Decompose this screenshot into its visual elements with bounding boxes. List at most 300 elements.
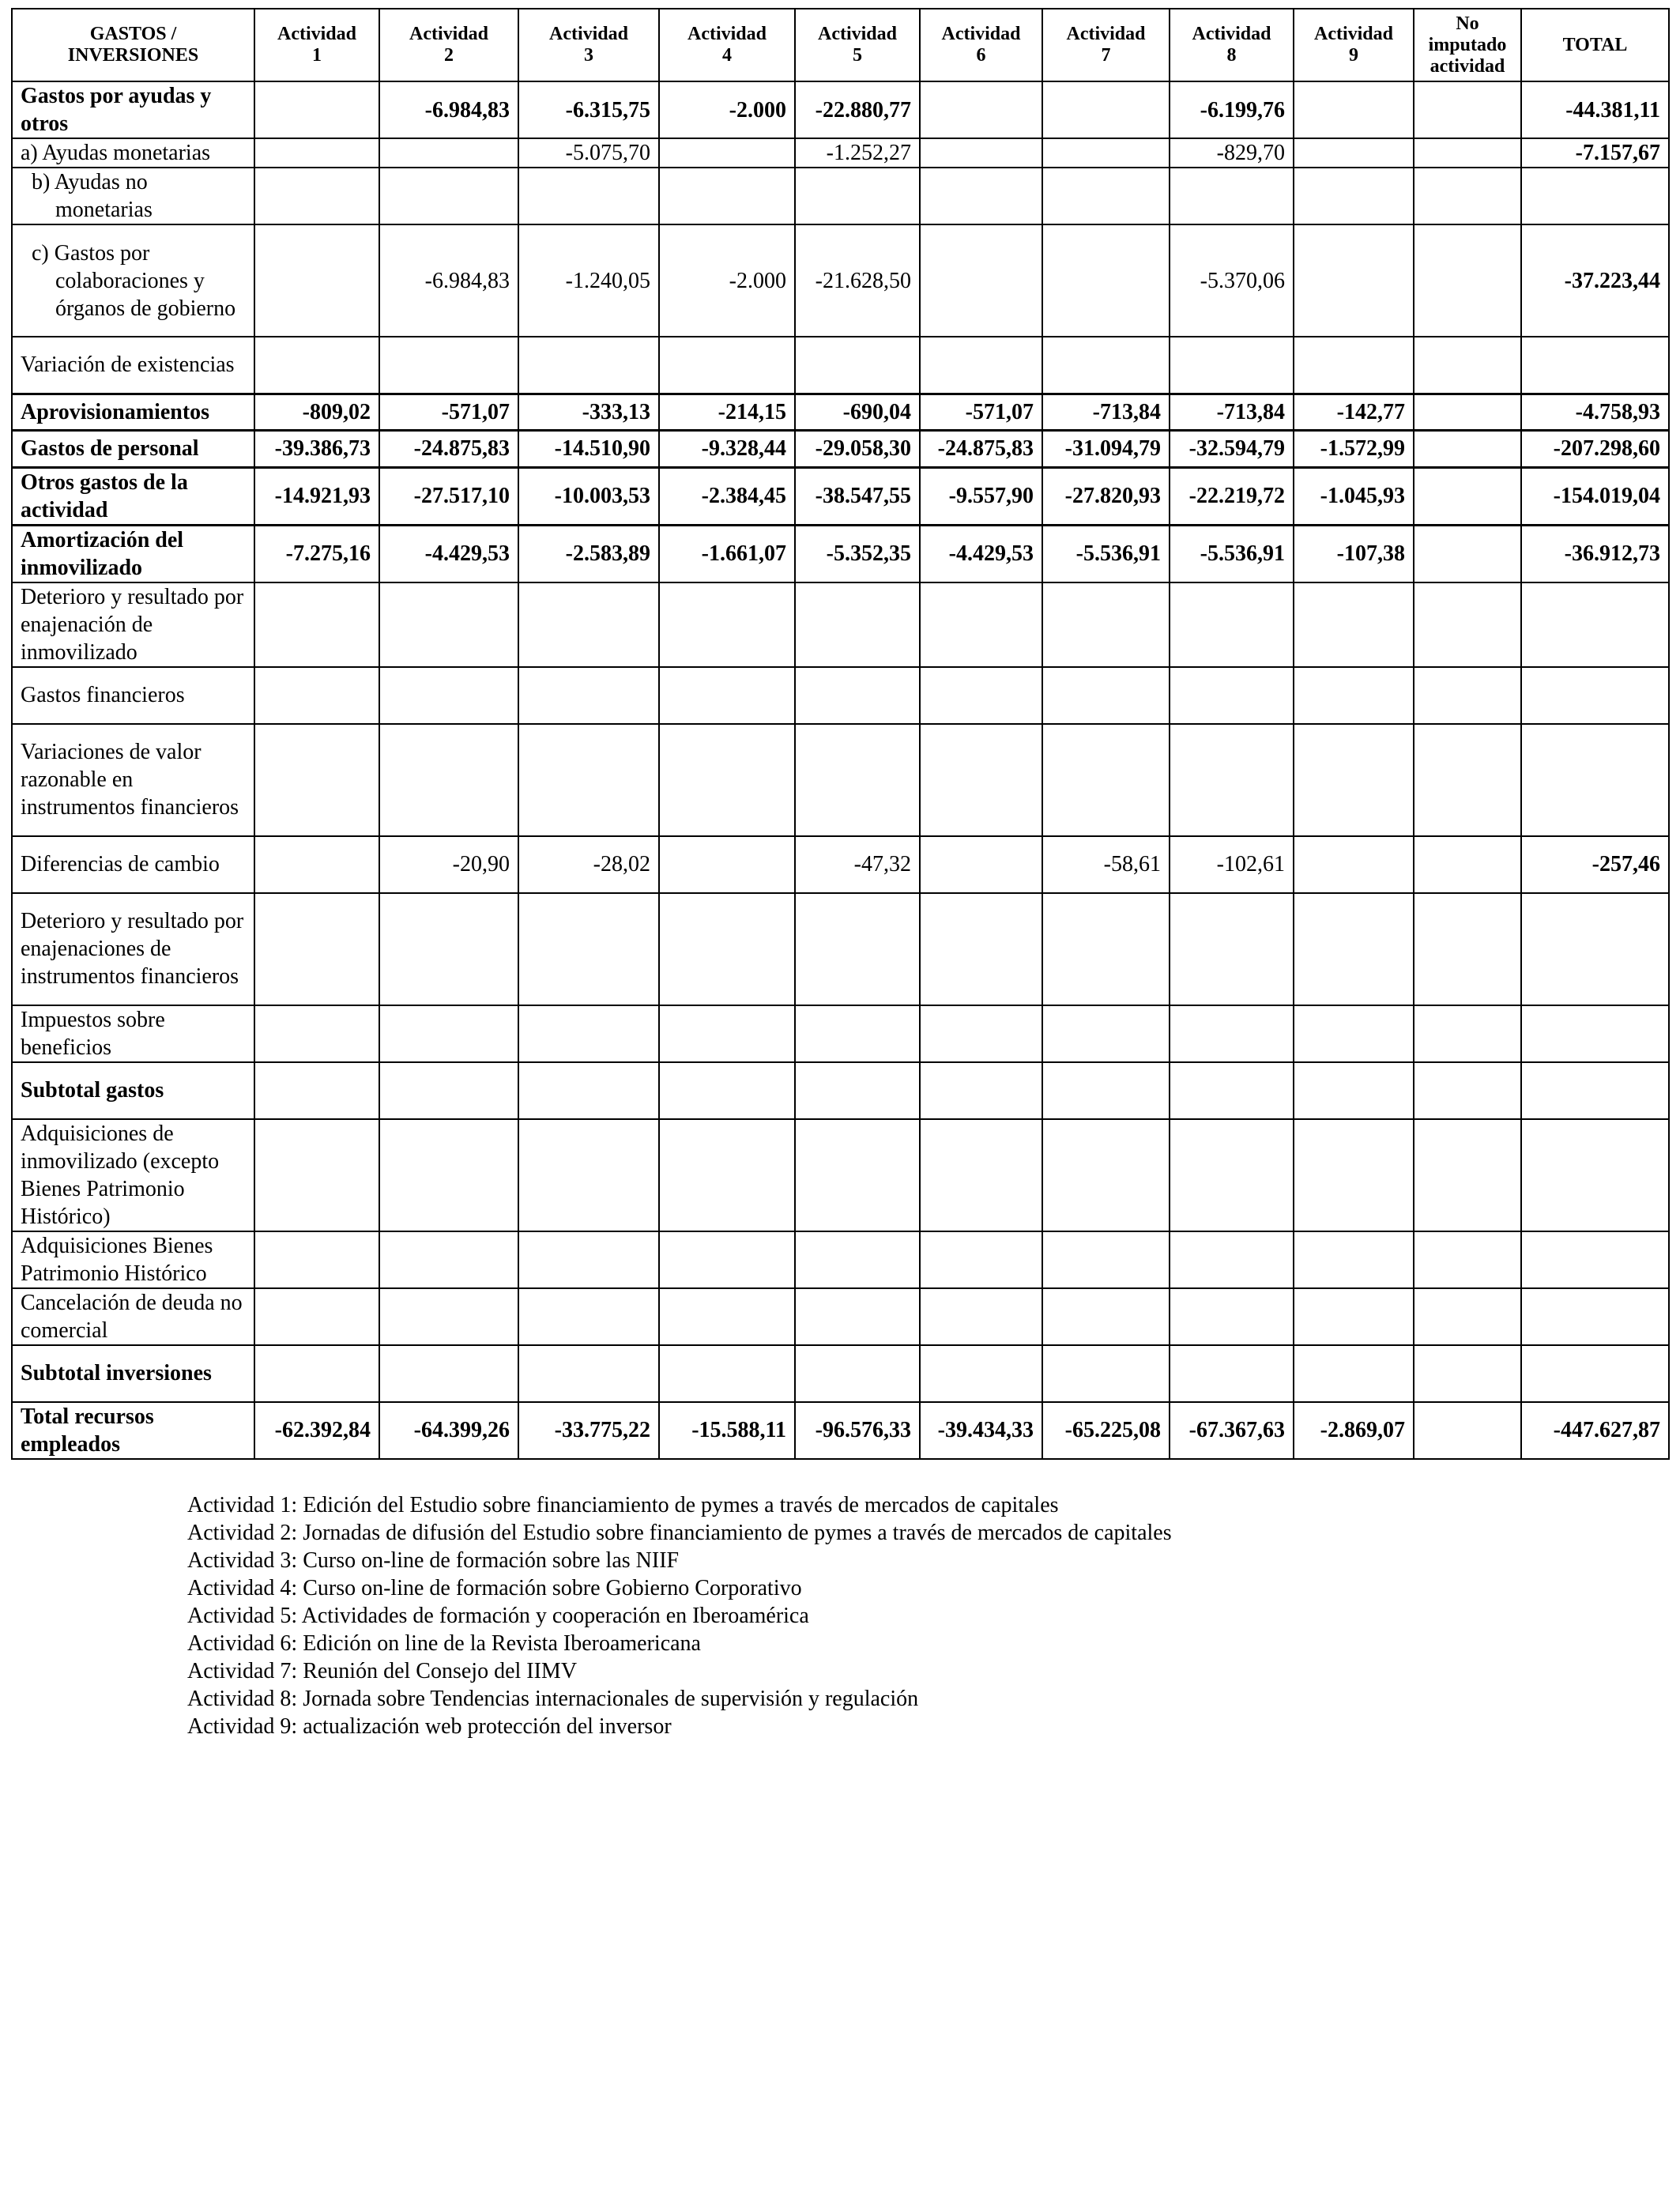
cell-actividad-4 — [659, 168, 795, 224]
row-label — [12, 1062, 254, 1119]
row-label-text: c) Gastos por colaboraciones y órganos de gobierno — [32, 240, 236, 321]
table-row — [12, 836, 1669, 893]
table-row — [12, 1062, 1669, 1119]
cell-actividad-9 — [1294, 1005, 1414, 1062]
cell-actividad-6 — [920, 724, 1042, 836]
cell-no-imputado — [1414, 81, 1521, 138]
cell-actividad-5 — [795, 893, 920, 1005]
row-label-text: Adquisiciones Bienes Patrimonio Histórico — [21, 1233, 213, 1286]
cell-actividad-1 — [254, 1062, 379, 1119]
row-label — [12, 836, 254, 893]
cell-actividad-6: -9.557,90 — [920, 467, 1042, 525]
cell-actividad-2: -24.875,83 — [379, 430, 518, 467]
cell-total — [1521, 1345, 1669, 1402]
cell-actividad-2: -6.984,83 — [379, 81, 518, 138]
table-row — [12, 138, 1669, 168]
cell-actividad-9: -1.045,93 — [1294, 467, 1414, 525]
cell-actividad-5 — [795, 582, 920, 667]
row-label — [12, 430, 254, 467]
row-label — [12, 724, 254, 836]
cell-no-imputado — [1414, 1062, 1521, 1119]
table-row — [12, 1345, 1669, 1402]
cell-total: -37.223,44 — [1521, 224, 1669, 337]
cell-actividad-7: -58,61 — [1042, 836, 1170, 893]
table-row — [12, 1231, 1669, 1288]
legend-line: Actividad 3: Curso on-line de formación sobre las NIIF — [187, 1548, 680, 1573]
cell-actividad-7 — [1042, 893, 1170, 1005]
cell-actividad-9 — [1294, 138, 1414, 168]
cell-actividad-9 — [1294, 724, 1414, 836]
table-row — [12, 1288, 1669, 1345]
cell-actividad-6 — [920, 1005, 1042, 1062]
cell-actividad-8: -713,84 — [1170, 394, 1294, 430]
table-row — [12, 1119, 1669, 1231]
cell-actividad-3 — [518, 1119, 659, 1231]
cell-actividad-2 — [379, 724, 518, 836]
cell-actividad-7 — [1042, 724, 1170, 836]
cell-actividad-1: -14.921,93 — [254, 467, 379, 525]
cell-actividad-6 — [920, 893, 1042, 1005]
cell-actividad-2 — [379, 582, 518, 667]
table-header — [12, 9, 1669, 81]
table-body — [12, 81, 1669, 1459]
cell-no-imputado — [1414, 836, 1521, 893]
row-label-text: Subtotal gastos — [21, 1078, 164, 1103]
cell-actividad-1 — [254, 81, 379, 138]
cell-actividad-4: -214,15 — [659, 394, 795, 430]
cell-actividad-8 — [1170, 1288, 1294, 1345]
table-row — [12, 430, 1669, 467]
cell-actividad-7 — [1042, 337, 1170, 394]
cell-actividad-6 — [920, 1119, 1042, 1231]
cell-actividad-3 — [518, 337, 659, 394]
header-actividad-6: Actividad 6 — [920, 9, 1042, 81]
cell-actividad-9 — [1294, 337, 1414, 394]
cell-total — [1521, 724, 1669, 836]
row-label — [12, 582, 254, 667]
row-label — [12, 467, 254, 525]
cell-actividad-8: -102,61 — [1170, 836, 1294, 893]
cell-actividad-2 — [379, 1005, 518, 1062]
cell-actividad-9: -1.572,99 — [1294, 430, 1414, 467]
cell-actividad-4: -2.384,45 — [659, 467, 795, 525]
row-label-text: Gastos financieros — [21, 683, 185, 707]
cell-actividad-1 — [254, 1231, 379, 1288]
row-label-text: Variación de existencias — [21, 352, 235, 378]
cell-actividad-7 — [1042, 138, 1170, 168]
cell-no-imputado — [1414, 1345, 1521, 1402]
cell-actividad-1 — [254, 1345, 379, 1402]
cell-actividad-8 — [1170, 893, 1294, 1005]
cell-actividad-7: -65.225,08 — [1042, 1402, 1170, 1459]
cell-actividad-2: -20,90 — [379, 836, 518, 893]
row-label-text: Otros gastos de la actividad — [21, 469, 188, 522]
cell-actividad-7: -31.094,79 — [1042, 430, 1170, 467]
cell-total — [1521, 667, 1669, 724]
cell-actividad-4 — [659, 1288, 795, 1345]
legend-line: Actividad 7: Reunión del Consejo del IIMV — [187, 1659, 578, 1683]
cell-actividad-7: -27.820,93 — [1042, 467, 1170, 525]
legend-line: Actividad 4: Curso on-line de formación sobre Gobierno Corporativo — [187, 1576, 802, 1600]
row-label-text: Amortización del inmovilizado — [21, 527, 184, 580]
cell-no-imputado — [1414, 1402, 1521, 1459]
row-label — [12, 1119, 254, 1231]
cell-actividad-4 — [659, 582, 795, 667]
cell-actividad-2: -4.429,53 — [379, 525, 518, 582]
row-label-text: Adquisiciones de inmovilizado (excepto Bienes Patrimonio Histórico) — [21, 1121, 220, 1229]
cell-actividad-9 — [1294, 168, 1414, 224]
cell-no-imputado — [1414, 667, 1521, 724]
cell-actividad-2: -6.984,83 — [379, 224, 518, 337]
cell-actividad-5: -38.547,55 — [795, 467, 920, 525]
activity-legend — [187, 1491, 1610, 1740]
cell-actividad-4 — [659, 1345, 795, 1402]
row-label — [12, 224, 254, 337]
cell-no-imputado — [1414, 138, 1521, 168]
header-actividad-4: Actividad 4 — [659, 9, 795, 81]
cell-actividad-7 — [1042, 1005, 1170, 1062]
cell-actividad-3 — [518, 1005, 659, 1062]
cell-actividad-4 — [659, 1231, 795, 1288]
cell-actividad-1 — [254, 582, 379, 667]
cell-total: -447.627,87 — [1521, 1402, 1669, 1459]
cell-actividad-9 — [1294, 1288, 1414, 1345]
cell-actividad-6 — [920, 1345, 1042, 1402]
cell-actividad-5 — [795, 337, 920, 394]
expenses-table — [11, 8, 1670, 1460]
cell-actividad-7 — [1042, 168, 1170, 224]
cell-no-imputado — [1414, 525, 1521, 582]
cell-actividad-3: -28,02 — [518, 836, 659, 893]
cell-actividad-6 — [920, 168, 1042, 224]
cell-actividad-5 — [795, 1288, 920, 1345]
table-row — [12, 582, 1669, 667]
table-row — [12, 467, 1669, 525]
cell-actividad-8 — [1170, 1345, 1294, 1402]
cell-actividad-8 — [1170, 1231, 1294, 1288]
cell-actividad-3 — [518, 1288, 659, 1345]
cell-total: -257,46 — [1521, 836, 1669, 893]
cell-actividad-7: -713,84 — [1042, 394, 1170, 430]
cell-actividad-1: -7.275,16 — [254, 525, 379, 582]
cell-actividad-8: -5.536,91 — [1170, 525, 1294, 582]
cell-actividad-1 — [254, 1119, 379, 1231]
header-actividad-9: Actividad 9 — [1294, 9, 1414, 81]
cell-actividad-2: -27.517,10 — [379, 467, 518, 525]
cell-actividad-8 — [1170, 582, 1294, 667]
cell-actividad-8 — [1170, 1119, 1294, 1231]
cell-actividad-9 — [1294, 224, 1414, 337]
cell-actividad-3: -5.075,70 — [518, 138, 659, 168]
cell-actividad-8 — [1170, 667, 1294, 724]
cell-actividad-2 — [379, 667, 518, 724]
cell-actividad-3 — [518, 893, 659, 1005]
cell-total: -36.912,73 — [1521, 525, 1669, 582]
cell-no-imputado — [1414, 224, 1521, 337]
cell-actividad-9 — [1294, 836, 1414, 893]
cell-actividad-9: -142,77 — [1294, 394, 1414, 430]
cell-no-imputado — [1414, 394, 1521, 430]
cell-total: -154.019,04 — [1521, 467, 1669, 525]
cell-total: -207.298,60 — [1521, 430, 1669, 467]
header-no-imputado: No imputado actividad — [1414, 9, 1521, 81]
cell-no-imputado — [1414, 430, 1521, 467]
cell-actividad-6 — [920, 224, 1042, 337]
cell-actividad-1: -39.386,73 — [254, 430, 379, 467]
cell-actividad-6 — [920, 138, 1042, 168]
cell-actividad-7 — [1042, 1345, 1170, 1402]
cell-actividad-3 — [518, 1062, 659, 1119]
row-label — [12, 1005, 254, 1062]
cell-actividad-6 — [920, 1062, 1042, 1119]
cell-total: -7.157,67 — [1521, 138, 1669, 168]
cell-actividad-5: -22.880,77 — [795, 81, 920, 138]
cell-actividad-2 — [379, 168, 518, 224]
cell-actividad-3: -10.003,53 — [518, 467, 659, 525]
cell-no-imputado — [1414, 1119, 1521, 1231]
table-row — [12, 81, 1669, 138]
cell-actividad-8: -5.370,06 — [1170, 224, 1294, 337]
header-actividad-3: Actividad 3 — [518, 9, 659, 81]
cell-no-imputado — [1414, 1231, 1521, 1288]
cell-actividad-3 — [518, 1345, 659, 1402]
row-label-text: Aprovisionamientos — [21, 399, 210, 424]
cell-actividad-5: -1.252,27 — [795, 138, 920, 168]
cell-actividad-5 — [795, 1005, 920, 1062]
row-label — [12, 168, 254, 224]
row-label — [12, 394, 254, 430]
cell-actividad-6 — [920, 667, 1042, 724]
cell-actividad-2 — [379, 1345, 518, 1402]
cell-total — [1521, 582, 1669, 667]
cell-actividad-3 — [518, 667, 659, 724]
cell-actividad-8: -67.367,63 — [1170, 1402, 1294, 1459]
legend-line: Actividad 9: actualización web protección del inversor — [187, 1714, 672, 1739]
table-row — [12, 1402, 1669, 1459]
cell-actividad-2 — [379, 138, 518, 168]
cell-no-imputado — [1414, 467, 1521, 525]
cell-no-imputado — [1414, 168, 1521, 224]
cell-actividad-1: -62.392,84 — [254, 1402, 379, 1459]
cell-actividad-5: -21.628,50 — [795, 224, 920, 337]
cell-actividad-4 — [659, 836, 795, 893]
cell-total: -4.758,93 — [1521, 394, 1669, 430]
cell-actividad-4 — [659, 1005, 795, 1062]
cell-actividad-8 — [1170, 168, 1294, 224]
cell-actividad-3 — [518, 168, 659, 224]
cell-no-imputado — [1414, 893, 1521, 1005]
row-label-text: b) Ayudas no monetarias — [32, 170, 153, 222]
table-row — [12, 724, 1669, 836]
cell-actividad-8 — [1170, 1062, 1294, 1119]
cell-actividad-7 — [1042, 224, 1170, 337]
header-gastos-inversiones: GASTOS / INVERSIONES — [12, 9, 254, 81]
cell-actividad-6: -571,07 — [920, 394, 1042, 430]
table-row — [12, 337, 1669, 394]
cell-actividad-4: -1.661,07 — [659, 525, 795, 582]
header-actividad-1: Actividad 1 — [254, 9, 379, 81]
cell-actividad-6: -4.429,53 — [920, 525, 1042, 582]
cell-total — [1521, 1062, 1669, 1119]
cell-total — [1521, 1231, 1669, 1288]
cell-actividad-5: -5.352,35 — [795, 525, 920, 582]
cell-actividad-5 — [795, 168, 920, 224]
cell-actividad-6 — [920, 81, 1042, 138]
cell-actividad-7 — [1042, 81, 1170, 138]
cell-no-imputado — [1414, 1288, 1521, 1345]
legend-line: Actividad 2: Jornadas de difusión del Estudio sobre financiamiento de pymes a través de mercados de capitales — [187, 1521, 1172, 1545]
cell-actividad-1 — [254, 1005, 379, 1062]
cell-actividad-4 — [659, 667, 795, 724]
cell-actividad-8: -22.219,72 — [1170, 467, 1294, 525]
cell-actividad-5 — [795, 1119, 920, 1231]
row-label-text: Gastos por ayudas y otros — [21, 84, 212, 136]
row-label — [12, 667, 254, 724]
cell-actividad-9: -107,38 — [1294, 525, 1414, 582]
cell-no-imputado — [1414, 582, 1521, 667]
cell-actividad-9 — [1294, 893, 1414, 1005]
row-label — [12, 893, 254, 1005]
cell-actividad-1 — [254, 667, 379, 724]
row-label — [12, 81, 254, 138]
cell-actividad-8: -6.199,76 — [1170, 81, 1294, 138]
cell-total — [1521, 1288, 1669, 1345]
cell-actividad-1 — [254, 724, 379, 836]
row-label-text: a) Ayudas monetarias — [21, 141, 211, 165]
cell-actividad-4 — [659, 138, 795, 168]
cell-actividad-4: -2.000 — [659, 224, 795, 337]
cell-actividad-7 — [1042, 1288, 1170, 1345]
cell-actividad-1 — [254, 1288, 379, 1345]
cell-actividad-2 — [379, 893, 518, 1005]
cell-actividad-4 — [659, 337, 795, 394]
cell-actividad-6: -24.875,83 — [920, 430, 1042, 467]
cell-actividad-2 — [379, 1288, 518, 1345]
cell-actividad-5 — [795, 1345, 920, 1402]
cell-total — [1521, 168, 1669, 224]
row-label-text: Subtotal inversiones — [21, 1361, 212, 1385]
cell-actividad-2: -64.399,26 — [379, 1402, 518, 1459]
cell-actividad-4: -9.328,44 — [659, 430, 795, 467]
header-total: TOTAL — [1521, 9, 1669, 81]
row-label — [12, 1402, 254, 1459]
cell-total: -44.381,11 — [1521, 81, 1669, 138]
cell-actividad-9 — [1294, 667, 1414, 724]
cell-actividad-1 — [254, 337, 379, 394]
cell-actividad-3: -1.240,05 — [518, 224, 659, 337]
row-label-text: Impuestos sobre beneficios — [21, 1007, 165, 1060]
cell-actividad-6 — [920, 836, 1042, 893]
cell-actividad-6 — [920, 582, 1042, 667]
cell-actividad-5 — [795, 1231, 920, 1288]
legend-line: Actividad 6: Edición on line de la Revista Iberoamericana — [187, 1631, 701, 1656]
legend-line: Actividad 5: Actividades de formación y cooperación en Iberoamérica — [187, 1604, 809, 1628]
cell-actividad-6 — [920, 337, 1042, 394]
cell-actividad-7 — [1042, 1119, 1170, 1231]
header-actividad-7: Actividad 7 — [1042, 9, 1170, 81]
row-label — [12, 1345, 254, 1402]
cell-actividad-1 — [254, 836, 379, 893]
cell-actividad-9 — [1294, 1062, 1414, 1119]
cell-actividad-1 — [254, 893, 379, 1005]
cell-actividad-3: -2.583,89 — [518, 525, 659, 582]
row-label — [12, 1231, 254, 1288]
row-label-text: Deterioro y resultado por enajenación de inmovilizado — [21, 584, 244, 665]
cell-actividad-3: -33.775,22 — [518, 1402, 659, 1459]
cell-actividad-6 — [920, 1288, 1042, 1345]
cell-actividad-4 — [659, 1062, 795, 1119]
cell-no-imputado — [1414, 1005, 1521, 1062]
cell-actividad-7 — [1042, 1231, 1170, 1288]
header-actividad-5: Actividad 5 — [795, 9, 920, 81]
cell-actividad-3 — [518, 724, 659, 836]
cell-actividad-9 — [1294, 1345, 1414, 1402]
row-label-text: Cancelación de deuda no comercial — [21, 1290, 243, 1343]
cell-actividad-5 — [795, 667, 920, 724]
row-label — [12, 525, 254, 582]
cell-actividad-7 — [1042, 667, 1170, 724]
cell-actividad-4: -2.000 — [659, 81, 795, 138]
cell-actividad-1 — [254, 224, 379, 337]
cell-actividad-5 — [795, 724, 920, 836]
cell-actividad-9: -2.869,07 — [1294, 1402, 1414, 1459]
table-row — [12, 224, 1669, 337]
cell-actividad-3: -6.315,75 — [518, 81, 659, 138]
cell-no-imputado — [1414, 724, 1521, 836]
cell-actividad-9 — [1294, 81, 1414, 138]
row-label-text: Total recursos empleados — [21, 1404, 154, 1457]
cell-actividad-9 — [1294, 582, 1414, 667]
cell-actividad-3 — [518, 582, 659, 667]
table-row — [12, 1005, 1669, 1062]
cell-total — [1521, 1119, 1669, 1231]
cell-actividad-5: -29.058,30 — [795, 430, 920, 467]
cell-actividad-3: -14.510,90 — [518, 430, 659, 467]
cell-actividad-1 — [254, 138, 379, 168]
cell-actividad-2 — [379, 1062, 518, 1119]
row-label — [12, 1288, 254, 1345]
cell-actividad-8: -829,70 — [1170, 138, 1294, 168]
row-label-text: Gastos de personal — [21, 436, 199, 461]
row-label-text: Deterioro y resultado por enajenaciones de instrumentos financieros — [21, 909, 244, 989]
table-row — [12, 394, 1669, 430]
cell-actividad-4: -15.588,11 — [659, 1402, 795, 1459]
cell-actividad-7 — [1042, 582, 1170, 667]
cell-actividad-3: -333,13 — [518, 394, 659, 430]
cell-actividad-9 — [1294, 1231, 1414, 1288]
cell-actividad-2 — [379, 1231, 518, 1288]
table-row — [12, 168, 1669, 224]
cell-actividad-4 — [659, 1119, 795, 1231]
row-label — [12, 337, 254, 394]
cell-actividad-8 — [1170, 724, 1294, 836]
cell-actividad-3 — [518, 1231, 659, 1288]
cell-actividad-6: -39.434,33 — [920, 1402, 1042, 1459]
cell-actividad-9 — [1294, 1119, 1414, 1231]
row-label-text: Diferencias de cambio — [21, 852, 220, 876]
table-row — [12, 667, 1669, 724]
legend-line: Actividad 8: Jornada sobre Tendencias internacionales de supervisión y regulación — [187, 1687, 919, 1711]
cell-actividad-2 — [379, 1119, 518, 1231]
header-actividad-2: Actividad 2 — [379, 9, 518, 81]
cell-actividad-8: -32.594,79 — [1170, 430, 1294, 467]
cell-actividad-2: -571,07 — [379, 394, 518, 430]
cell-total — [1521, 893, 1669, 1005]
cell-actividad-5 — [795, 1062, 920, 1119]
cell-actividad-7: -5.536,91 — [1042, 525, 1170, 582]
table-row — [12, 525, 1669, 582]
cell-actividad-1: -809,02 — [254, 394, 379, 430]
